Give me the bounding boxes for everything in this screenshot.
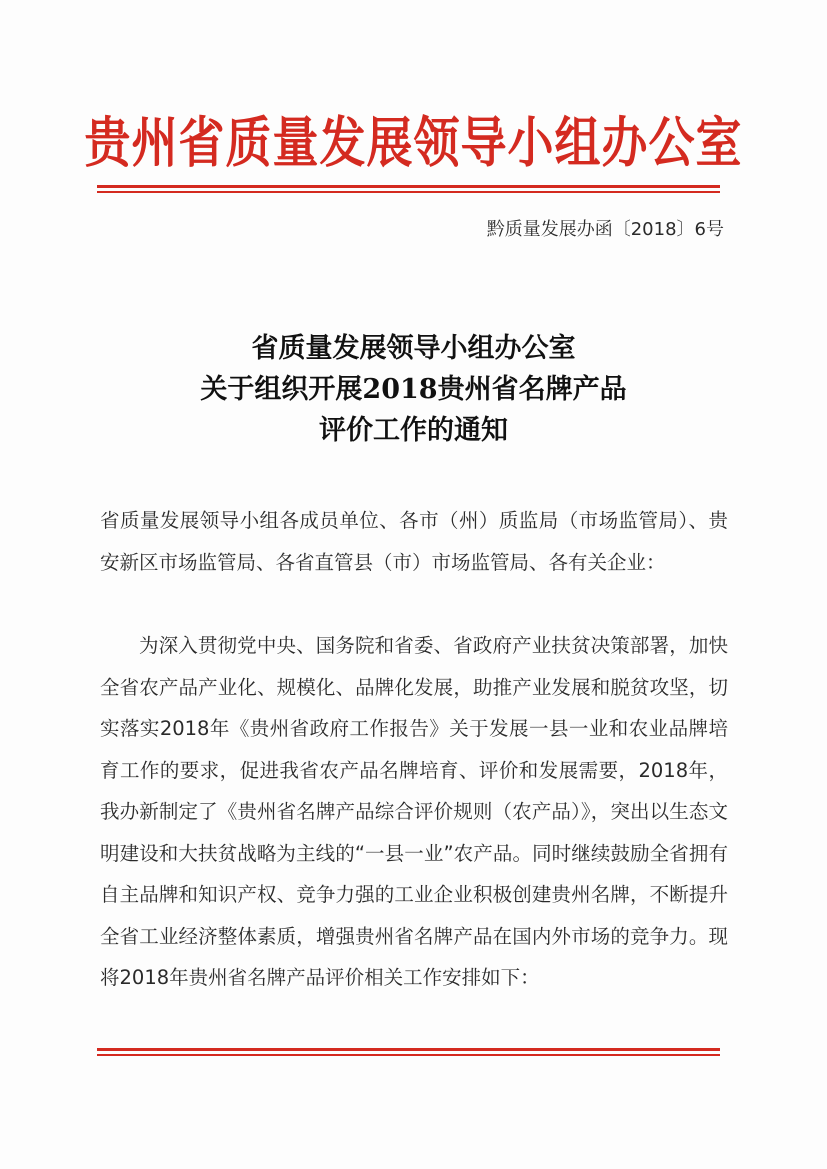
header-red-rule xyxy=(97,185,720,194)
notice-title xyxy=(80,328,747,451)
header-red-rule-thick xyxy=(97,185,720,188)
salutation: 省质量发展领导小组各成员单位、各市（州）质监局（市场监管局）、贵安新区市场监管局、各省直管县（市）市场监管局、各有关企业： xyxy=(100,509,728,574)
footer-red-rule-thick xyxy=(97,1048,720,1051)
document-number: 黔质量发展办函〔2018〕6号 xyxy=(486,219,724,240)
footer-red-rule xyxy=(97,1048,720,1057)
footer-red-rule-thin xyxy=(97,1054,720,1056)
body-paragraph-1: 为深入贯彻党中央、国务院和省委、省政府产业扶贫决策部署，加快全省农产品产业化、规模化、品牌化发展，助推产业发展和脱贫攻坚，切实落实2018年《贵州省政府工作报告》关于发展一县一业和农业品牌培育工作的要求，促进我省农产品名牌培育、评价和发展需要，2018年，我办新制定了《贵州省名牌产品综合评价规则（农产品）》，突出以生态文明建设和大扶贫战略为主线的“一县一业”农产品。同时继续鼓励全省拥有自主品牌和知识产权、竞争力强的工业企业积极创建贵州名牌，不断提升全省工业经济整体素质，增强贵州省名牌产品在国内外市场的竞争力。现将2018年贵州省名牌产品评价相关工作安排如下： xyxy=(100,634,728,989)
header-red-rule-thin xyxy=(97,191,720,193)
notice-title-line-2: 关于组织开展2018贵州省名牌产品 xyxy=(200,374,627,405)
notice-title-line-1: 省质量发展领导小组办公室 xyxy=(251,333,576,364)
issuing-organization-header: 贵州省质量发展领导小组办公室 xyxy=(84,110,743,175)
notice-title-line-3: 评价工作的通知 xyxy=(319,415,508,446)
